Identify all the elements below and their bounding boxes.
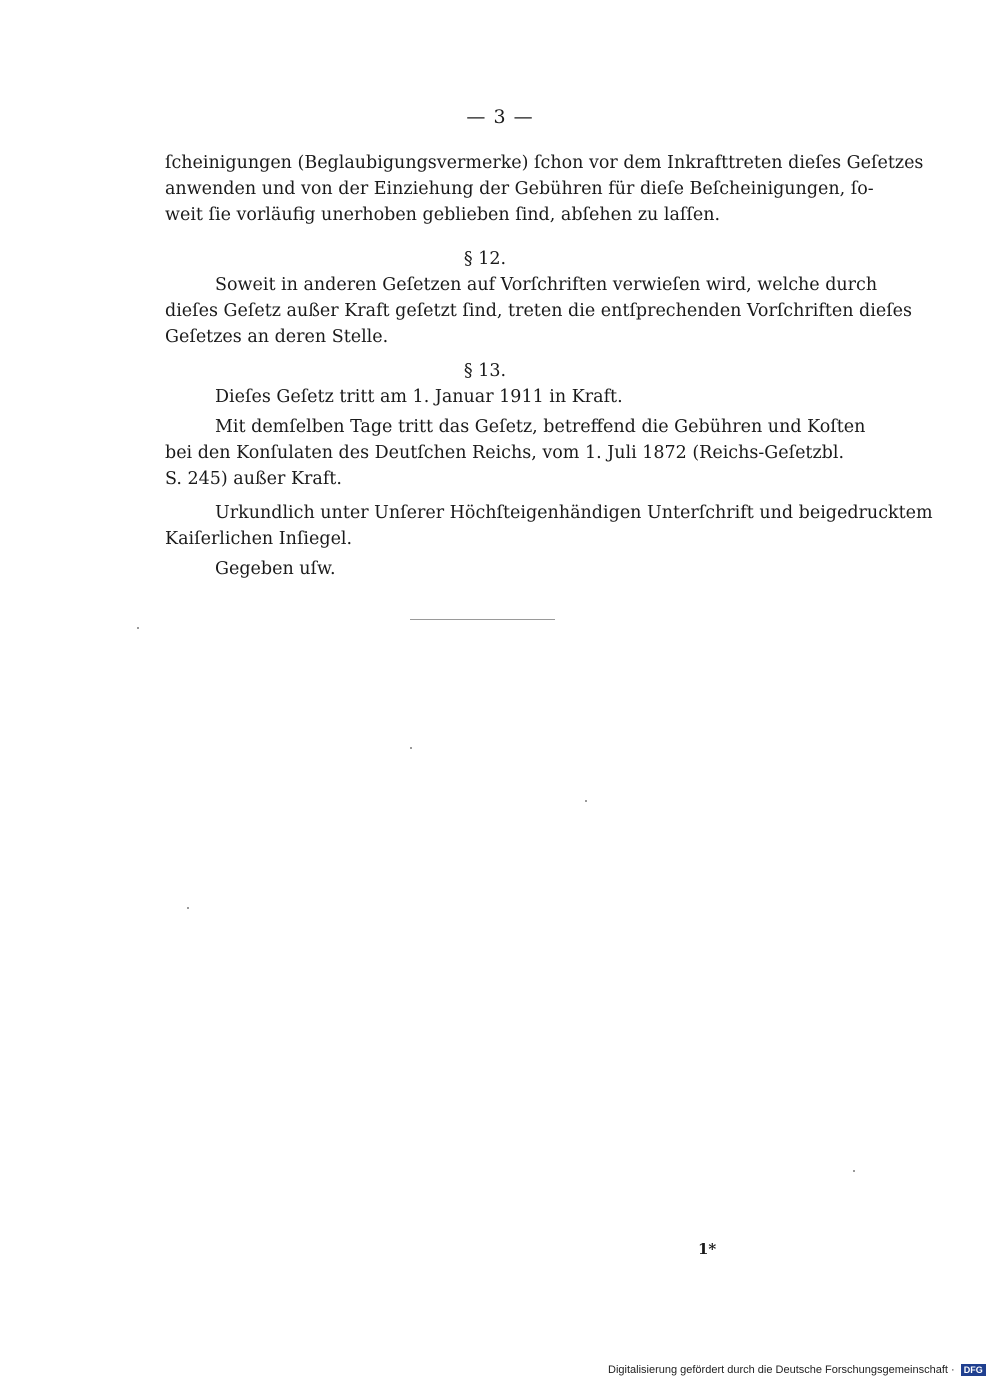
text-line: S. 245) außer Kraft. — [165, 469, 342, 489]
section-heading-12: § 12. — [463, 249, 507, 269]
footer-credit — [608, 1364, 986, 1376]
text-line: Urkundlich unter Unſerer Höchſteigenhändigen Unterſchrift und beigedrucktem — [215, 503, 933, 523]
footer-text: Digitalisierung gefördert durch die Deutsche Forschungsgemeinschaft · — [608, 1364, 955, 1376]
text-line: Dieſes Geſetz tritt am 1. Januar 1911 in Kraft. — [215, 387, 623, 407]
scan-speck — [137, 627, 139, 629]
text-line: Kaiſerlichen Inſiegel. — [165, 529, 353, 549]
text-line: Geſetzes an deren Stelle. — [165, 327, 389, 347]
section-heading-13: § 13. — [463, 361, 507, 381]
scan-speck — [187, 907, 189, 909]
dfg-logo-icon: DFG — [961, 1364, 986, 1376]
text-line: bei den Konſulaten des Deutſchen Reichs, vom 1. Juli 1872 (Reichs-Geſetzbl. — [165, 443, 845, 463]
text-line: dieſes Geſetz außer Kraft geſetzt ſind, treten die entſprechenden Vorſchriften dieſes — [165, 301, 913, 321]
end-divider — [410, 619, 555, 620]
text-line: ſcheinigungen (Beglaubigungsvermerke) ſchon vor dem Inkrafttreten dieſes Geſetzes — [165, 153, 924, 173]
text-line: anwenden und von der Einziehung der Gebühren für dieſe Beſcheinigungen, ſo- — [165, 179, 874, 199]
scan-speck — [410, 747, 412, 749]
page-number: — 3 — — [466, 106, 534, 128]
scan-speck — [585, 800, 587, 802]
scan-speck — [853, 1170, 855, 1172]
signature-mark: 1* — [698, 1240, 717, 1258]
text-line: weit ſie vorläufig unerhoben geblieben ſind, abſehen zu laſſen. — [165, 205, 721, 225]
text-line: Mit demſelben Tage tritt das Geſetz, betreffend die Gebühren und Koſten — [215, 417, 866, 437]
text-line: Gegeben uſw. — [215, 559, 336, 579]
document-body — [165, 150, 933, 582]
text-line: Soweit in anderen Geſetzen auf Vorſchriften verwieſen wird, welche durch — [215, 275, 878, 295]
